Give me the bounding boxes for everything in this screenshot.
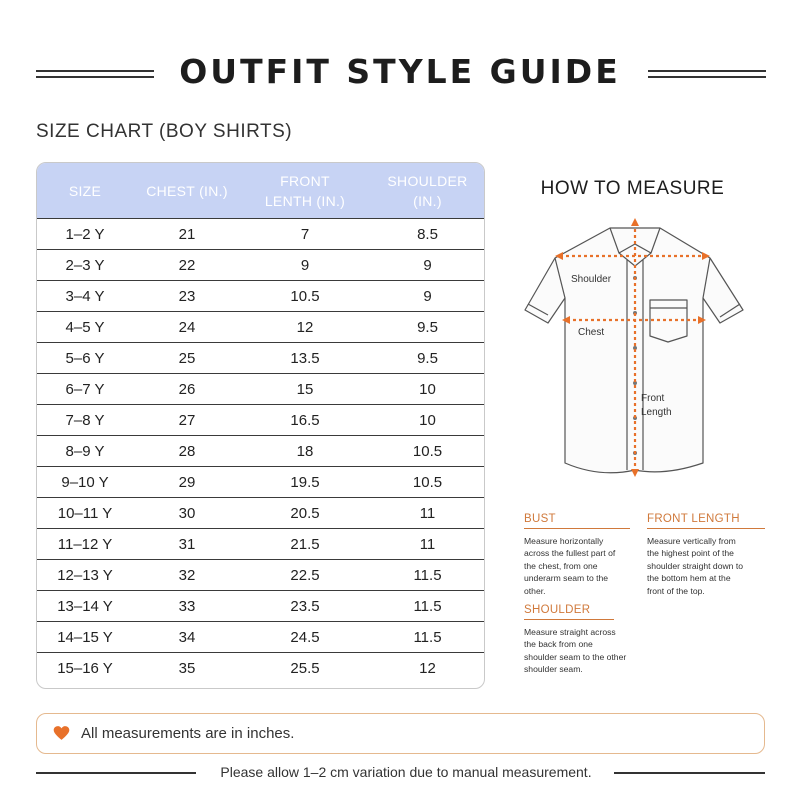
shoulder-cell: 9.5 (417, 349, 438, 367)
front-length-cell: 19.5 (290, 473, 320, 491)
size-cell: 14–15 Y (57, 628, 113, 646)
front-length-cell: 22.5 (290, 566, 320, 584)
table-row (37, 528, 484, 559)
bust-text-line: underarm seam to the (524, 573, 609, 583)
front-length-cell: 7 (300, 225, 310, 243)
shoulder-text-line: the back from one (524, 639, 593, 649)
chest-cell: 21 (178, 225, 196, 243)
bust-definition (524, 513, 630, 597)
shoulder-cell: 11 (419, 535, 436, 553)
size-cell: 15–16 Y (57, 659, 113, 677)
front-length-cell: 23.5 (290, 597, 320, 615)
table-row (37, 466, 484, 497)
chest-cell: 23 (178, 287, 196, 305)
front-length-label-2: Length (641, 407, 672, 418)
measurement-note (36, 713, 765, 754)
front-length-label-1: Front (641, 393, 665, 404)
table-row (37, 249, 484, 280)
chest-cell: 27 (178, 411, 196, 429)
note-text: All measurements are in inches. (81, 725, 295, 742)
front-length-cell: 9 (300, 256, 310, 274)
chest-cell: 26 (178, 380, 196, 398)
shoulder-cell: 11.5 (413, 597, 442, 615)
front-length-definition (647, 513, 765, 597)
shoulder-cell: 8.5 (417, 225, 438, 243)
table-row (37, 342, 484, 373)
shoulder-cell: 12 (419, 659, 436, 677)
size-cell: 10–11 Y (57, 504, 113, 522)
size-chart-table (36, 162, 485, 689)
header-front-length: FRONT LENTH (IN.) (264, 172, 346, 209)
shoulder-text-line: shoulder seam. (524, 664, 583, 674)
table-row (37, 218, 484, 249)
front-length-cell: 13.5 (290, 349, 320, 367)
chest-cell: 25 (178, 349, 196, 367)
shoulder-cell: 9.5 (417, 318, 438, 336)
front-length-text-line: the highest point of the (647, 548, 734, 558)
title-divider-right (648, 70, 766, 78)
shoulder-cell: 11.5 (413, 628, 442, 646)
table-row (37, 590, 484, 621)
shoulder-cell: 10.5 (412, 473, 443, 491)
front-length-cell: 20.5 (290, 504, 320, 522)
bust-text-line: other. (524, 585, 546, 596)
front-length-cell: 12 (296, 318, 314, 336)
shoulder-text-line: shoulder seam to the other (524, 651, 627, 662)
size-cell: 4–5 Y (65, 318, 105, 336)
chest-cell: 32 (178, 566, 196, 584)
shoulder-cell: 11 (419, 504, 436, 522)
header-shoulder: SHOULDER (IN.) (387, 172, 468, 209)
how-to-measure-title: HOW TO MEASURE (540, 178, 725, 199)
shoulder-cell: 10 (419, 411, 436, 429)
chest-cell: 33 (178, 597, 196, 615)
size-cell: 2–3 Y (65, 256, 105, 274)
table-row (37, 311, 484, 342)
shoulder-heading: SHOULDER (524, 604, 614, 620)
shirt-measurement-illustration (515, 208, 760, 493)
shoulder-cell: 10.5 (412, 442, 443, 460)
bust-text-line: across the fullest part of (524, 548, 616, 558)
shoulder-cell: 11.5 (413, 566, 442, 584)
size-cell: 3–4 Y (65, 287, 105, 305)
size-cell: 9–10 Y (61, 473, 109, 491)
chest-cell: 35 (178, 659, 196, 677)
shoulder-cell: 9 (423, 287, 432, 305)
front-length-text-line: shoulder straight down to (647, 560, 744, 571)
front-length-cell: 18 (296, 442, 314, 460)
chest-cell: 30 (178, 504, 196, 522)
front-length-text-line: front of the top. (647, 585, 705, 596)
front-length-cell: 16.5 (290, 411, 320, 429)
table-row (37, 497, 484, 528)
chest-cell: 31 (178, 535, 196, 553)
shoulder-definition (524, 604, 644, 676)
size-chart-subtitle: SIZE CHART (BOY SHIRTS) (36, 121, 293, 142)
shoulder-cell: 10 (419, 380, 436, 398)
footer-divider-right (614, 772, 765, 774)
footer-divider-left (36, 772, 196, 774)
size-cell: 11–12 Y (57, 535, 113, 553)
front-length-text-line: the bottom hem at the (647, 573, 731, 583)
size-cell: 5–6 Y (65, 349, 105, 367)
table-row (37, 435, 484, 466)
front-length-text-line: Measure vertically from (647, 535, 736, 546)
table-row (37, 559, 484, 590)
shoulder-text-line: Measure straight across (524, 626, 616, 637)
bust-text-line: Measure horizontally (524, 535, 604, 546)
footer-text: Please allow 1–2 cm variation due to manual measurement. (220, 764, 592, 780)
size-cell: 13–14 Y (57, 597, 113, 615)
table-row (37, 621, 484, 652)
table-row (37, 280, 484, 311)
size-cell: 6–7 Y (65, 380, 105, 398)
chest-cell: 29 (178, 473, 196, 491)
bust-heading: BUST (524, 513, 630, 529)
size-cell: 1–2 Y (65, 225, 105, 243)
bust-text-line: the chest, from one (524, 560, 598, 571)
size-cell: 8–9 Y (65, 442, 105, 460)
title-row (0, 52, 800, 98)
chest-cell: 22 (178, 256, 196, 274)
page-title: OUTFIT STYLE GUIDE (179, 52, 621, 91)
size-cell: 12–13 Y (57, 566, 113, 584)
front-length-heading: FRONT LENGTH (647, 513, 765, 529)
front-length-cell: 10.5 (290, 287, 320, 305)
table-row (37, 373, 484, 404)
chest-label: Chest (578, 327, 605, 338)
size-cell: 7–8 Y (65, 411, 105, 429)
shoulder-cell: 9 (423, 256, 432, 274)
front-length-cell: 15 (296, 380, 314, 398)
table-row (37, 404, 484, 435)
front-length-cell: 21.5 (290, 535, 320, 553)
table-row (37, 652, 484, 683)
chest-cell: 24 (178, 318, 196, 336)
header-chest: CHEST (IN.) (146, 182, 228, 199)
front-length-cell: 25.5 (290, 659, 320, 677)
table-header (37, 163, 484, 218)
chest-cell: 34 (178, 628, 196, 646)
title-divider-left (36, 70, 154, 78)
header-size: SIZE (68, 182, 102, 199)
front-length-cell: 24.5 (290, 628, 320, 646)
chest-cell: 28 (178, 442, 196, 460)
shoulder-label: Shoulder (571, 274, 612, 285)
heart-icon (53, 725, 70, 742)
